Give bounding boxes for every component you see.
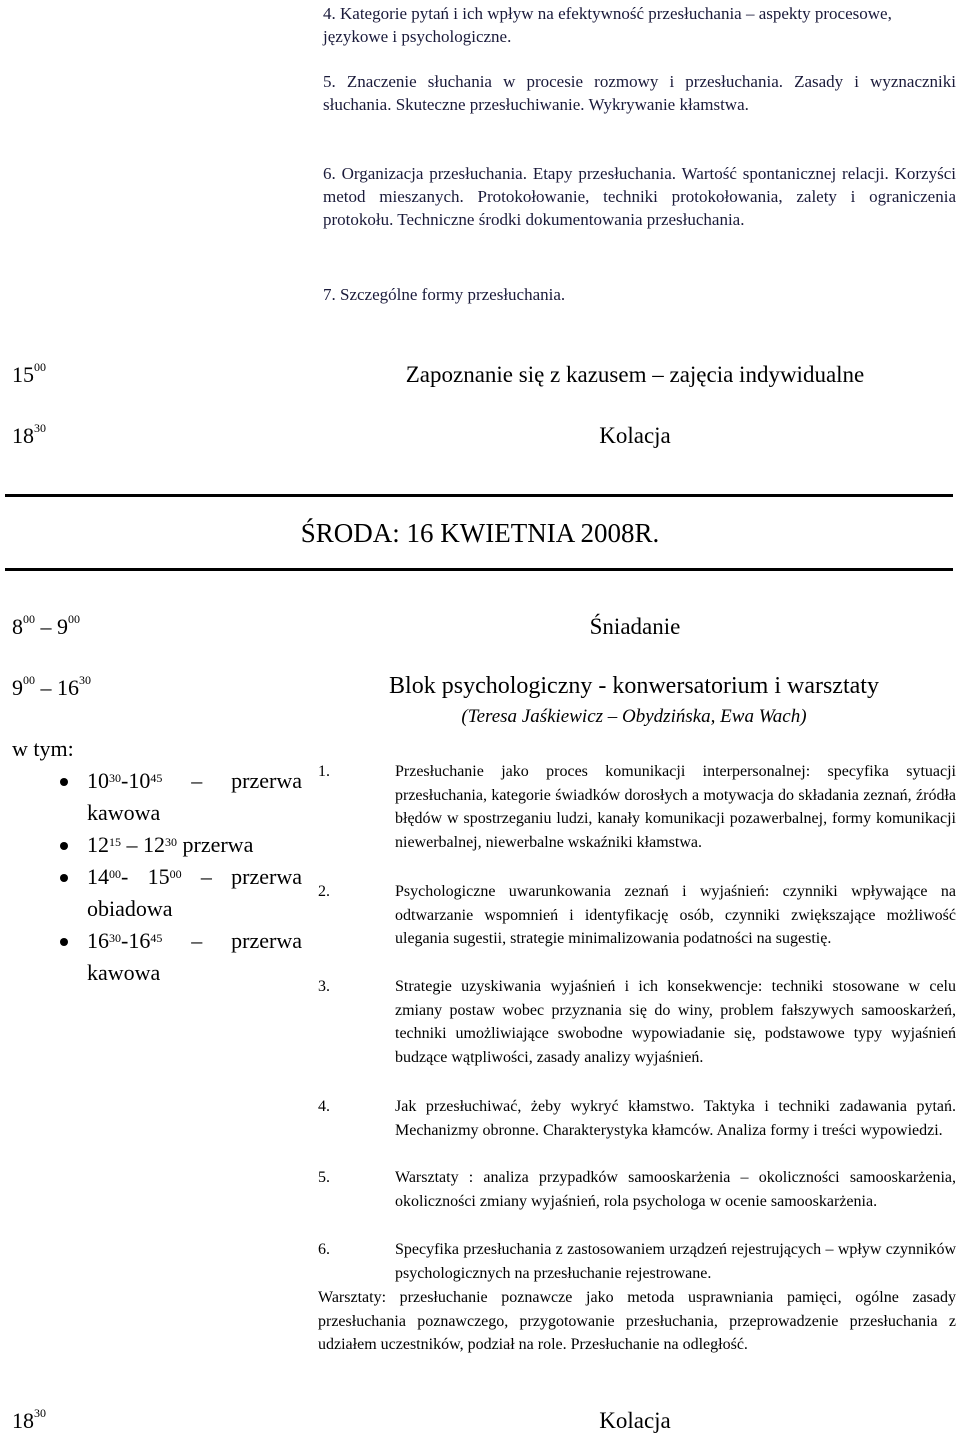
time-8-9: $8^{00} - 9^{00}$ [12, 612, 80, 639]
topic-item [318, 880, 956, 951]
topic-text: Specyfika przesłuchania z zastosowaniem urządzeń rejestrujących – wpływ czynników psychologicznych na przesłuchanie rejestrowane. [395, 1241, 956, 1282]
topic-number: 4. [318, 1098, 330, 1115]
topic-text: Psychologiczne uwarunkowania zeznań i wyjaśnień: czynniki wpływające na odtwarzanie wspomnień i identyfikację osób, czynniki zwiększające możliwość ulegania sugestii, strategie minimalizowania podatności na sugestię. [395, 883, 956, 947]
topic-item [318, 975, 956, 1069]
time-18-30: $18^{30}$ [12, 421, 46, 448]
section-4: 4. Kategorie pytań i ich wpływ na efektywność przesłuchania – aspekty procesowe, językowe i psychologiczne. [323, 4, 892, 46]
divider-top [5, 494, 953, 497]
break-item: $10^{30}-10^{45}$ – przerwa kawowa [12, 765, 302, 829]
topic-item [318, 1095, 956, 1142]
sniadanie-label: Śniadanie [589, 614, 681, 639]
topic-text: Warsztaty : analiza przypadków samooskarżenia – okoliczności samooskarżenia, okoliczności zmiany wyjaśnień, rola psychologa w ocenie samooskarżenia. [395, 1169, 956, 1210]
topic-number: 5. [318, 1169, 330, 1186]
section-6: 6. Organizacja przesłuchania. Etapy przesłuchania. Wartość spontanicznej relacji. Korzyści metod mieszanych. Protokołowanie, techniki protokołowania, zalety i ograniczenia protokołu. Techniczne środki dokumentowania przesłuchania. [323, 164, 956, 229]
topic-number: 6. [318, 1241, 330, 1258]
bullet-icon [60, 778, 68, 786]
topic-text: Strategie uzyskiwania wyjaśnień i ich konsekwencje: techniki stosowane w celu zmiany postaw wobec przyznania się do winy, problem fałszywych samooskarżeń, techniki umożliwiające swobodne wypowiadanie się, podstawowe typy wyjaśnień budzące wątpliwości, zasady analizy wyjaśnień. [395, 978, 956, 1066]
break-item: $14^{00}-$ $15^{00}$ – przerwa obiadowa [12, 861, 302, 925]
divider-bottom [5, 568, 953, 571]
bullet-icon [60, 938, 68, 946]
topic-number: 1. [318, 763, 330, 780]
block-title: Blok psychologiczny - konwersatorium i warsztaty [389, 673, 879, 699]
topic-item [318, 760, 956, 854]
topic-text: Jak przesłuchiwać, żeby wykryć kłamstwo. Taktyka i techniki zadawania pytań. Mechanizmy obronne. Charakterystyka kłamców. Analiza formy i treści wypowiedzi. [395, 1098, 956, 1139]
breaks-list [12, 765, 302, 989]
time-15-00: $15^{00}$ [12, 360, 46, 387]
kolacja-end-label: Kolacja [599, 1408, 671, 1433]
topic-number: 3. [318, 978, 330, 995]
warsztaty-paragraph: Warsztaty: przesłuchanie poznawcze jako metoda usprawniania pamięci, ogólne zasady przesłuchania poznawczego, przygotowanie przesłuchania, przeprowadzenie przesłuchania z udziałem uczestników, podział na role. Przesłuchanie na odległość. [318, 1289, 956, 1353]
day-heading: ŚRODA: 16 KWIETNIA 2008R. [300, 518, 660, 548]
w-tym-label: w tym: [12, 736, 74, 761]
block-authors: (Teresa Jaśkiewicz – Obydzińska, Ewa Wach) [461, 706, 807, 727]
time-18-30-end: $18^{30}$ [12, 1406, 46, 1433]
section-5: 5. Znaczenie słuchania w procesie rozmowy i przesłuchania. Zasady i wyznaczniki słuchania. Skuteczne przesłuchiwanie. Wykrywanie kłamstwa. [323, 72, 956, 114]
topic-number: 2. [318, 883, 330, 900]
topic-item [318, 1238, 956, 1285]
bullet-icon [60, 842, 68, 850]
topic-item [318, 1166, 956, 1213]
section-7: 7. Szczególne formy przesłuchania. [323, 285, 566, 304]
break-item: $12^{15} - 12^{30}$ przerwa [12, 829, 302, 861]
kolacja-label: Kolacja [599, 423, 671, 448]
time-9-1630: $9^{00} - 16^{30}$ [12, 673, 91, 700]
kazus-label: Zapoznanie się z kazusem – zajęcia indywidualne [405, 362, 865, 387]
bullet-icon [60, 874, 68, 882]
topic-text: Przesłuchanie jako proces komunikacji interpersonalnej: specyfika sytuacji przesłuchania, kategorie świadków dorosłych a motywacja do składania zeznań, źródła błędów w spostrzeganiu ludzi, kanały komunikacji pozawerbalnej, formy komunikacji niewerbalnej, niewerbalne wskaźniki kłamstwa. [395, 763, 956, 851]
break-item: $16^{30}-16^{45}$ – przerwa kawowa [12, 925, 302, 989]
